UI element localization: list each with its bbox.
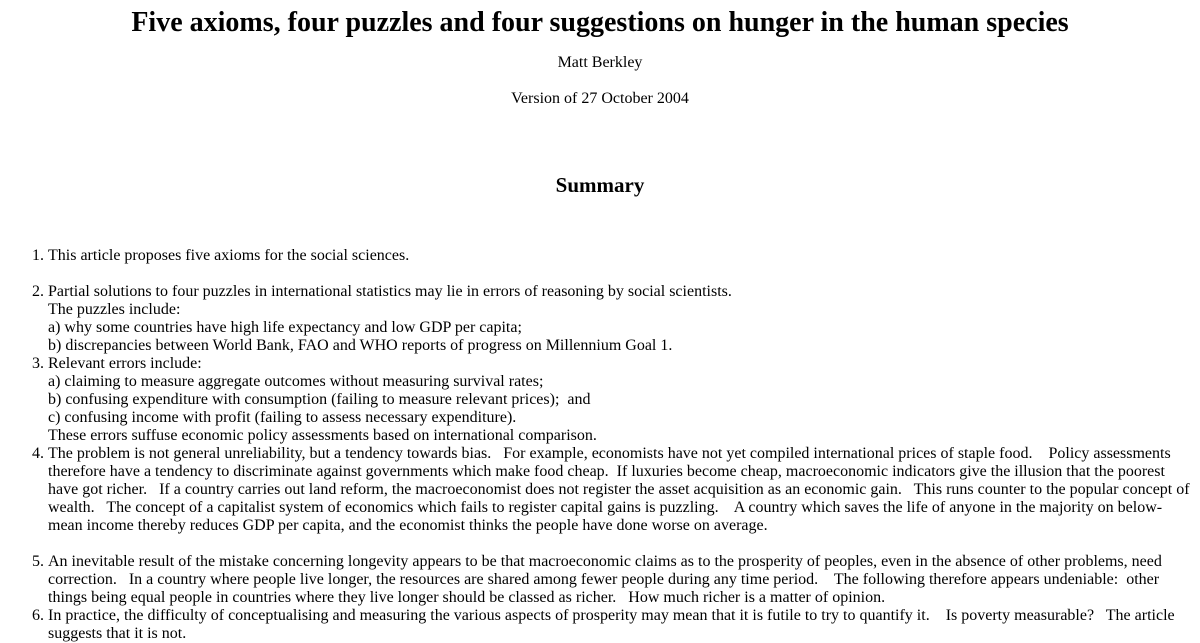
item-line: b) confusing expenditure with consumption (failing to measure relevant prices); and bbox=[48, 391, 591, 408]
item-paragraph: The problem is not general unreliability, but a tendency towards bias. For example, economists have not yet compiled international prices of staple food. Policy assessments therefore have a tendency to discriminate against governments which make food cheap. If luxuries become cheap, macroeconomic indicators give the illusion that the poorest have got richer. If a country carries out land reform, the macroeconomist does not register the asset acquisition as an economic gain. This runs counter to the popular concept of wealth. The concept of a capitalist system of economics which fails to register capital gains is puzzling. A country which saves the life of anyone in the majority on below-mean income thereby reduces GDP per capita, and the economist thinks the people have done worse on average. bbox=[48, 445, 1194, 534]
item-line: The puzzles include: bbox=[48, 301, 181, 318]
summary-item-2 bbox=[0, 283, 1200, 355]
item-line: Partial solutions to four puzzles in international statistics may lie in errors of reasoning by social scientists. bbox=[48, 283, 732, 300]
item-number: 3. bbox=[32, 355, 44, 372]
item-line: a) claiming to measure aggregate outcomes without measuring survival rates; bbox=[48, 373, 544, 390]
item-line: c) confusing income with profit (failing to assess necessary expenditure). bbox=[48, 409, 517, 426]
item-paragraph: In practice, the difficulty of conceptualising and measuring the various aspects of prosperity may mean that it is futile to try to quantify it. Is poverty measurable? The article suggests that it is not. bbox=[48, 607, 1179, 642]
summary-item-5 bbox=[0, 553, 1200, 607]
summary-heading: Summary bbox=[555, 173, 645, 197]
summary-item-4 bbox=[0, 445, 1200, 535]
page-title: Five axioms, four puzzles and four suggestions on hunger in the human species bbox=[131, 7, 1069, 38]
item-line: These errors suffuse economic policy assessments based on international comparison. bbox=[48, 427, 597, 444]
item-line: a) why some countries have high life expectancy and low GDP per capita; bbox=[48, 319, 522, 336]
item-number: 1. bbox=[32, 247, 44, 264]
item-number: 4. bbox=[32, 445, 44, 462]
summary-item-6 bbox=[0, 607, 1200, 643]
item-line: Relevant errors include: bbox=[48, 355, 202, 372]
version-date: Version of 27 October 2004 bbox=[511, 90, 689, 107]
item-paragraph: An inevitable result of the mistake concerning longevity appears to be that macroeconomic claims as to the prosperity of peoples, even in the absence of other problems, need correction. In a country where people live longer, the resources are shared among fewer people during any time period. The following therefore appears undeniable: other things being equal people in countries where they live longer should be classed as richer. How much richer is a matter of opinion. bbox=[48, 553, 1166, 606]
summary-item-3 bbox=[0, 355, 1200, 445]
summary-item-1 bbox=[0, 247, 1200, 265]
item-number: 2. bbox=[32, 283, 44, 300]
author-name: Matt Berkley bbox=[557, 54, 643, 71]
item-number: 6. bbox=[32, 607, 44, 624]
item-line: This article proposes five axioms for the social sciences. bbox=[48, 247, 410, 264]
item-number: 5. bbox=[32, 553, 44, 570]
summary-list bbox=[0, 247, 1200, 643]
item-line: b) discrepancies between World Bank, FAO and WHO reports of progress on Millennium Goal 1. bbox=[48, 337, 673, 354]
